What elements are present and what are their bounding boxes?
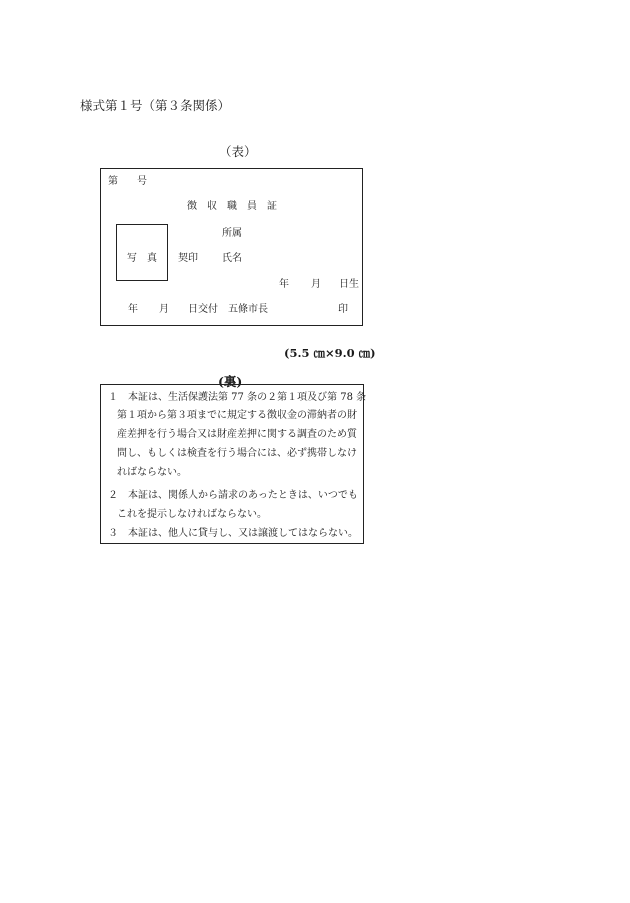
- form-title: 様式第１号（第３条関係）: [80, 98, 231, 113]
- issuer: 五條市長: [228, 304, 268, 315]
- issue-month: 月: [159, 304, 169, 315]
- photo-label: 写 真: [127, 253, 157, 264]
- back-line: 第１項から第３項までに規定する徴収金の滞納者の財: [117, 410, 357, 421]
- card-title: 徴 収 職 員 証: [187, 201, 277, 212]
- size-note: (5.5 ㎝×9.0 ㎝): [284, 346, 376, 360]
- back-label: (裏): [218, 374, 243, 389]
- birth-year: 年: [279, 279, 289, 290]
- back-line: ればならない。: [117, 467, 187, 478]
- card-back: [100, 384, 367, 544]
- birth-day: 日生: [339, 279, 359, 290]
- name-label: 氏名: [222, 253, 242, 264]
- photo-box: [116, 224, 168, 281]
- issue-year: 年: [128, 304, 138, 315]
- back-line: ２ 本証は、関係人から請求のあったときは、いつでも: [108, 490, 358, 501]
- back-line: ３ 本証は、他人に貸与し、又は譲渡してはならない。: [108, 528, 358, 539]
- seal-label: 契印: [178, 253, 198, 264]
- stamp: 印: [338, 304, 348, 315]
- back-line: 産差押を行う場合又は財産差押に関する調査のため質: [117, 429, 357, 440]
- number-prefix: 第: [108, 176, 118, 187]
- affiliation-label: 所属: [222, 228, 242, 239]
- birth-month: 月: [311, 279, 321, 290]
- back-line: １ 本証は、生活保護法第 77 条の２第１項及び第 78 条: [108, 392, 367, 403]
- issue-day: 日交付: [188, 304, 218, 315]
- number-suffix: 号: [137, 176, 147, 187]
- card-front: [100, 168, 363, 326]
- back-line: これを提示しなければならない。: [117, 509, 267, 520]
- back-line: 問し、もしくは検査を行う場合には、必ず携帯しなけ: [117, 448, 357, 459]
- front-label: （表）: [219, 144, 257, 159]
